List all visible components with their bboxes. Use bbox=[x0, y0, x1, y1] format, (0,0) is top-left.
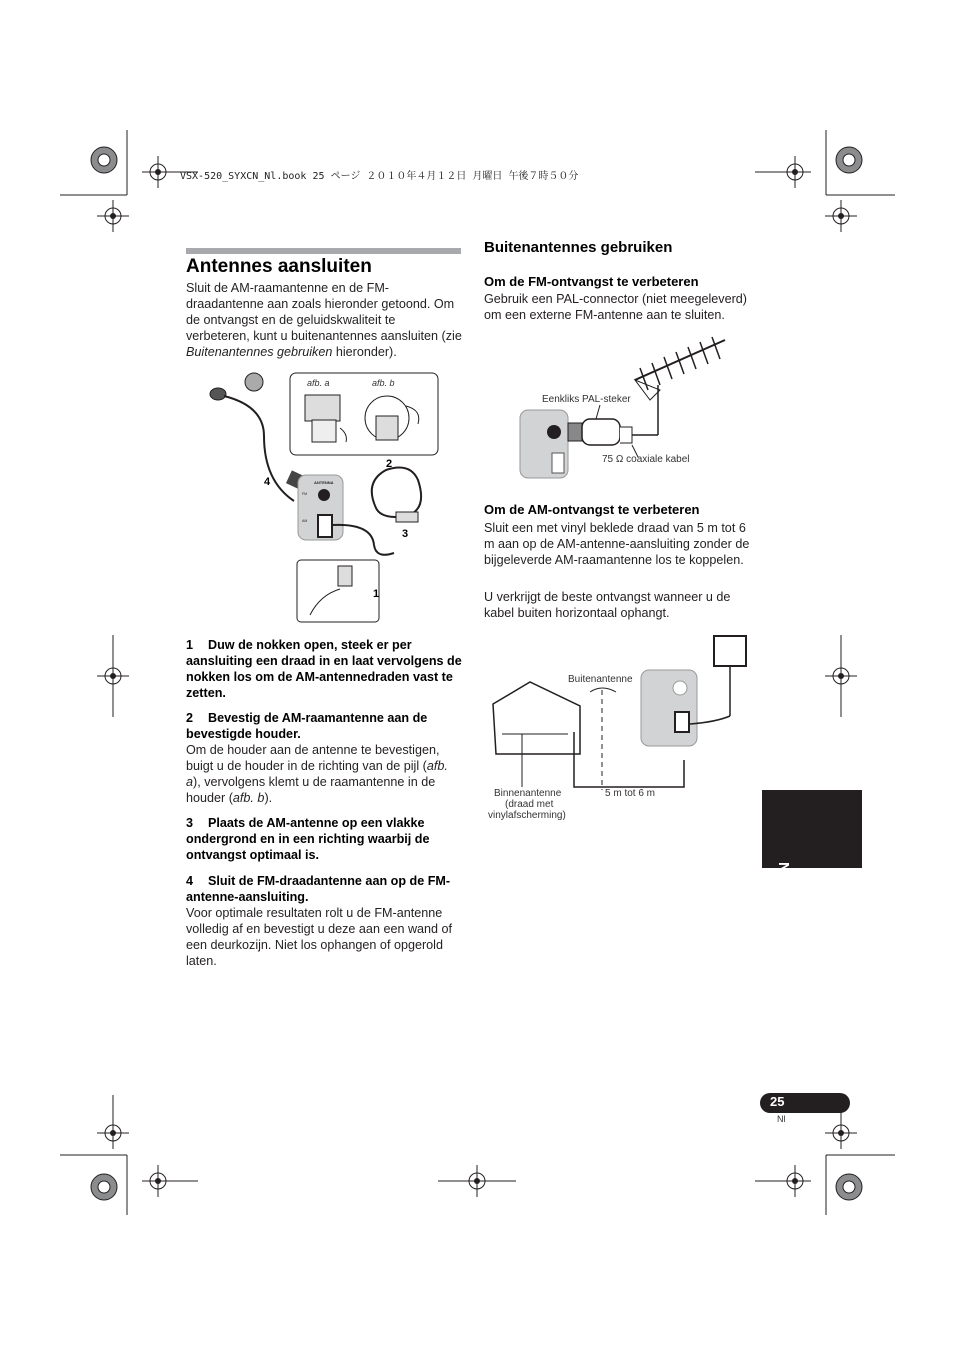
step-3-number: 3 bbox=[186, 816, 194, 830]
step-3-text: Plaats de AM-antenne op een vlakke ondergrond en in een richting waarbij de ontvangst optimaal is. bbox=[186, 816, 430, 862]
outdoor-antennas-heading: Buitenantennes gebruiken bbox=[484, 239, 673, 256]
coax-cable-label: 75 Ω coaxiale kabel bbox=[602, 454, 690, 465]
intro-italic: Buitenantennes gebruiken bbox=[186, 345, 333, 359]
step-3 bbox=[186, 815, 462, 863]
step-1-text: Duw de nokken open, steek er per aansluiting een draad in en laat vervolgens de nokken los om de AM-antennedraden vast te zetten. bbox=[186, 638, 462, 700]
step-1 bbox=[186, 637, 462, 701]
am-body-1: Sluit een met vinyl beklede draad van 5 m tot 6 m aan op de AM-antenne-aansluiting zonder de bijgeleverde AM-raamantenne los te koppelen. bbox=[484, 521, 750, 567]
outdoor-antenna-label: Buitenantenne bbox=[568, 674, 633, 685]
panel-fm-label: FM bbox=[302, 492, 308, 496]
fm-outdoor-antenna-illustration bbox=[520, 335, 760, 475]
indoor-antenna-label-1: Binnenantenne bbox=[494, 788, 562, 799]
step-2-body-c: ). bbox=[264, 791, 273, 805]
intro-text-a: Sluit de AM-raamantenne en de FM-draadantenne aan zoals hieronder getoond. Om de ontvangst en de geluidskwaliteit te verbeteren, kunt u buitenantennes aansluiten (zie bbox=[186, 281, 462, 343]
intro-text-b: hieronder). bbox=[332, 345, 397, 359]
intro-paragraph bbox=[186, 280, 462, 360]
fig-num-4: 4 bbox=[264, 476, 271, 488]
panel-am-label: AM bbox=[302, 519, 308, 523]
fig-num-1: 1 bbox=[373, 588, 380, 600]
page-number: 25 bbox=[770, 1094, 785, 1109]
step-2-body bbox=[186, 742, 462, 806]
fig-afb-b: afb. b bbox=[372, 378, 395, 388]
step-1-number: 1 bbox=[186, 638, 194, 652]
step-4 bbox=[186, 873, 462, 905]
step-2 bbox=[186, 710, 462, 742]
step-2-text: Bevestig de AM-raamantenne aan de bevestigde houder. bbox=[186, 711, 428, 741]
panel-antenna-label: ANTENNA bbox=[314, 480, 334, 485]
section-bar bbox=[186, 248, 461, 254]
indoor-antenna-label-2: (draad met bbox=[505, 799, 554, 810]
step-2-body-b: ), vervolgens klemt u de raamantenne in de houder ( bbox=[186, 775, 436, 805]
fig-afb-a: afb. a bbox=[307, 378, 330, 388]
am-body-2: U verkrijgt de beste ontvangst wanneer u de kabel buiten horizontaal ophangt. bbox=[484, 590, 731, 620]
indoor-antenna-label-3: vinylafscherming) bbox=[488, 810, 566, 821]
fig-num-2: 2 bbox=[386, 458, 393, 470]
book-header-line: VSX-520_SYXCN_Nl.book 25 ページ ２０１０年４月１２日 月曜日 午後７時５０分 bbox=[180, 171, 579, 182]
fm-heading: Om de FM-ontvangst te verbeteren bbox=[484, 274, 699, 289]
step-4-number: 4 bbox=[186, 874, 194, 888]
step-4-body: Voor optimale resultaten rolt u de FM-antenne volledig af en bevestigt u deze aan een wand of een deurkozijn. Niet los ophangen of opgerold laten. bbox=[186, 906, 453, 968]
step-2-body-a: Om de houder aan de antenne te bevestigen, buigt u de houder in de richting van de pijl ( bbox=[186, 743, 440, 773]
fm-body: Gebruik een PAL-connector (niet meegeleverd) om een externe FM-antenne aan te sluiten. bbox=[484, 292, 747, 322]
step-2-body-italic-2: afb. b bbox=[232, 791, 265, 805]
language-tab-label: Nederlands bbox=[775, 862, 792, 944]
page-language-code: Nl bbox=[777, 1114, 786, 1124]
am-fm-antenna-illustration bbox=[200, 370, 460, 630]
pal-plug-label: Eenkliks PAL-steker bbox=[542, 394, 631, 405]
step-4-text: Sluit de FM-draadantenne aan op de FM-antenne-aansluiting. bbox=[186, 874, 451, 904]
step-2-number: 2 bbox=[186, 711, 194, 725]
language-side-tab bbox=[762, 790, 862, 944]
am-heading: Om de AM-ontvangst te verbeteren bbox=[484, 502, 700, 517]
am-outdoor-antenna-illustration bbox=[488, 632, 768, 832]
wire-length-label: 5 m tot 6 m bbox=[605, 788, 656, 799]
page-title: Antennes aansluiten bbox=[186, 256, 372, 277]
step-2-body-italic-1: afb. a bbox=[186, 759, 448, 789]
fig-num-3: 3 bbox=[402, 528, 409, 540]
